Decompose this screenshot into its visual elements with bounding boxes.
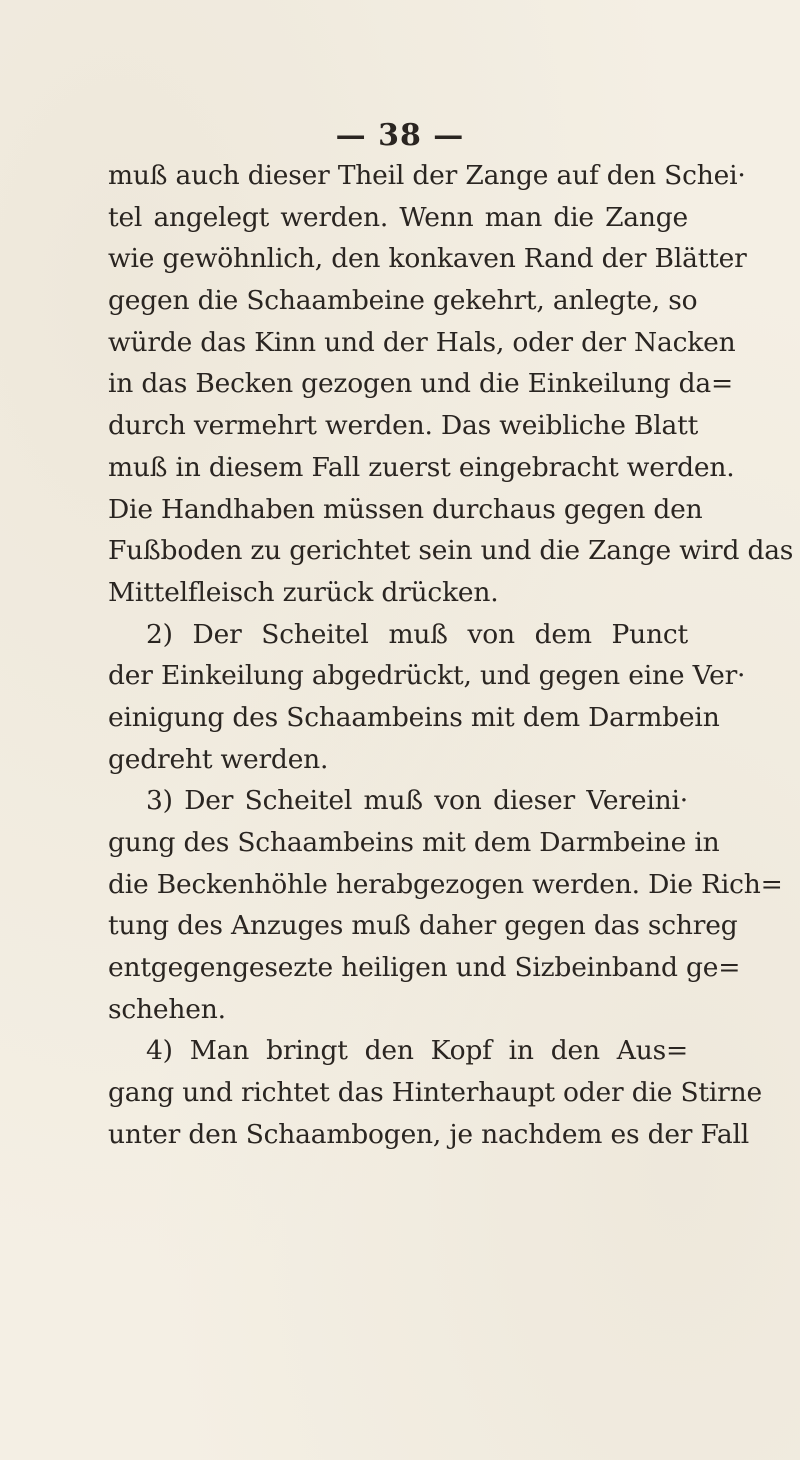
text-line: wie gewöhnlich, den konkaven Rand der Blätter — [108, 243, 747, 275]
text-line: tel angelegt werden. Wenn man die Zange — [108, 201, 688, 233]
text-line: in das Becken gezogen und die Einkeilung da= — [108, 368, 734, 400]
text-line: gung des Schaambeins mit dem Darmbeine in — [108, 827, 720, 858]
text-line: Mittelfleisch zurück drücken. — [108, 576, 499, 608]
text-line: 2) Der Scheitel muß von dem Punct — [146, 618, 688, 650]
body-text — [108, 155, 794, 1156]
text-line: muß in diesem Fall zuerst eingebracht werden. — [108, 451, 735, 483]
text-line: Die Handhaben müssen durchaus gegen den — [108, 493, 703, 525]
text-line: einigung des Schaambeins mit dem Darmbein — [108, 701, 720, 733]
text-line: muß auch dieser Theil der Zange auf den Schei· — [108, 160, 746, 191]
text-line: gedreht werden. — [108, 743, 329, 775]
text-line: die Beckenhöhle herabgezogen werden. Die Rich= — [108, 868, 783, 900]
text-line: gang und richtet das Hinterhaupt oder die Stirne — [108, 1077, 762, 1109]
text-line: schehen. — [108, 993, 226, 1025]
text-line: durch vermehrt werden. Das weibliche Blatt — [108, 410, 699, 442]
page-number: — 38 — — [335, 118, 465, 153]
text-line: gegen die Schaambeine gekehrt, anlegte, so — [108, 285, 698, 317]
text-line: würde das Kinn und der Hals, oder der Nacken — [108, 326, 736, 358]
text-line: tung des Anzuges muß daher gegen das schreg — [108, 910, 738, 942]
text-line: 4) Man bringt den Kopf in den Aus= — [146, 1035, 688, 1067]
text-line: 3) Der Scheitel muß von dieser Vereini· — [146, 785, 688, 817]
text-line: Fußboden zu gerichtet sein und die Zange wird das — [108, 535, 794, 567]
text-line: unter den Schaambogen, je nachdem es der Fall — [108, 1118, 750, 1150]
text-line: der Einkeilung abgedrückt, und gegen eine Ver· — [108, 660, 746, 692]
text-line: entgegengesezte heiligen und Sizbeinband ge= — [108, 952, 741, 984]
